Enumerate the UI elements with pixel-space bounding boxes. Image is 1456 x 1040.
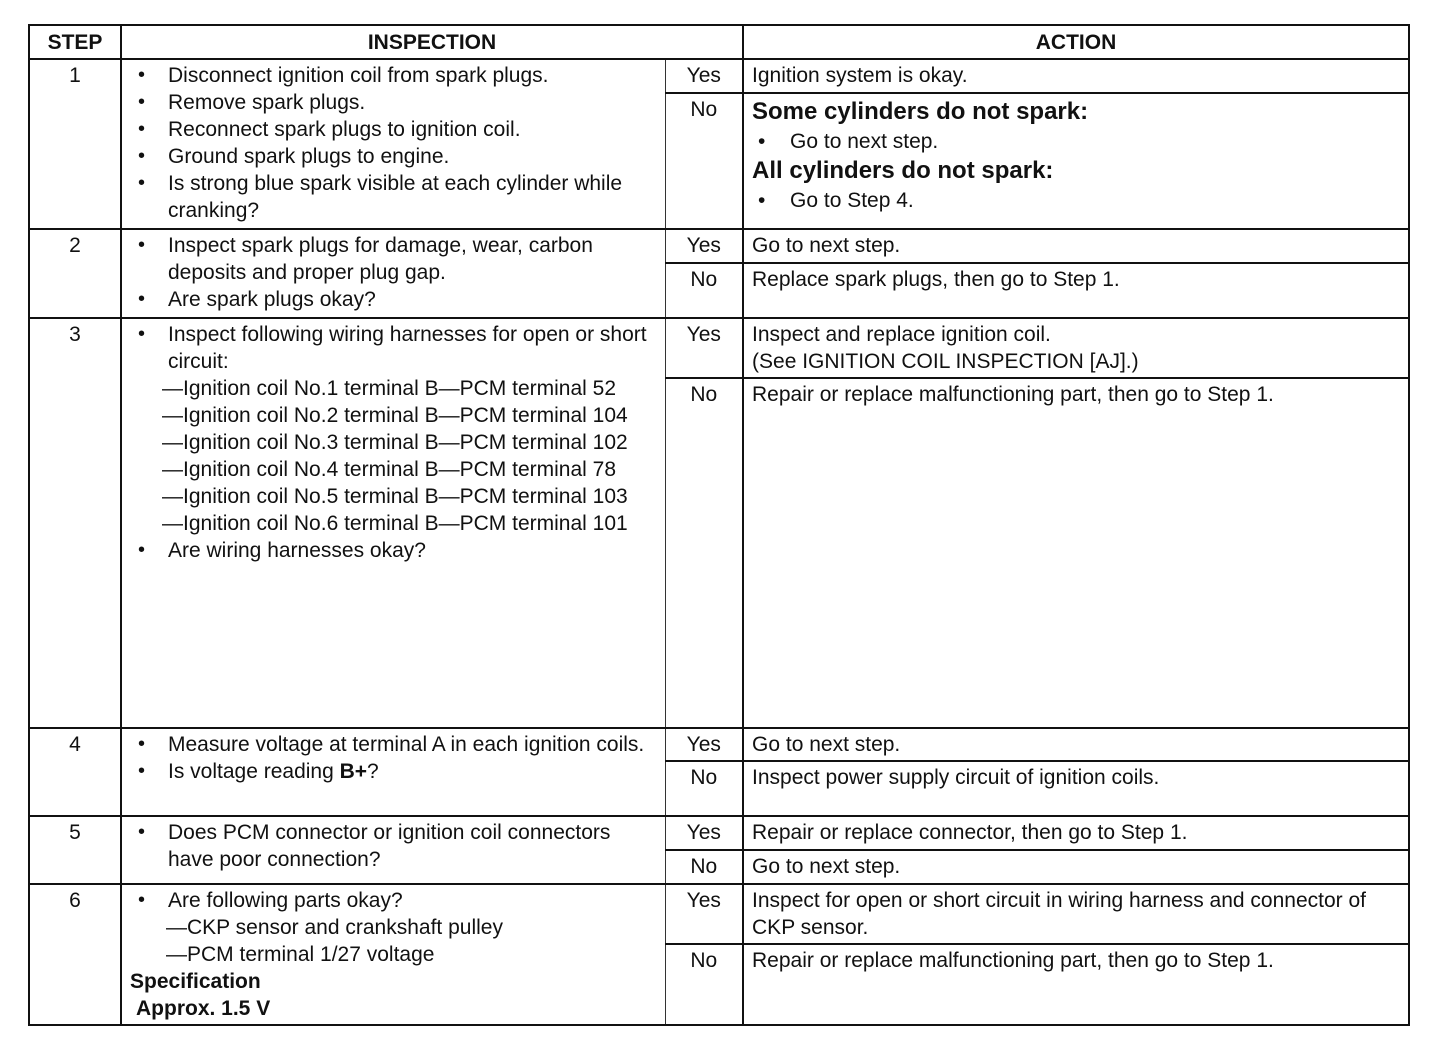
harness-item: — Ignition coil No.5 terminal B—PCM terminal 103 — [134, 483, 657, 510]
action-reference: (See IGNITION COIL INSPECTION [AJ].) — [752, 349, 1139, 373]
header-step: STEP — [29, 25, 121, 59]
yes-action: Go to next step. — [743, 728, 1409, 761]
part-item: — CKP sensor and crankshaft pulley — [130, 914, 657, 941]
step-4-yes-row — [29, 728, 1409, 761]
specification-value: Approx. 1.5 V — [136, 996, 271, 1020]
inspection-item: • Ground spark plugs to engine. — [134, 143, 657, 170]
inspection-intro: Inspect following wiring harnesses for open or short circuit: — [168, 322, 647, 373]
inspection-item: • Are wiring harnesses okay? — [134, 537, 657, 564]
header-inspection: INSPECTION — [121, 25, 743, 59]
header-action: ACTION — [743, 25, 1409, 59]
yes-action: Go to next step. — [743, 229, 1409, 263]
no-action: Repair or replace malfunctioning part, then go to Step 1. — [743, 944, 1409, 1025]
yes-label: Yes — [665, 884, 743, 945]
part-item: — PCM terminal 1/27 voltage — [130, 941, 657, 968]
yes-action: Ignition system is okay. — [743, 59, 1409, 93]
step-1-yes-row — [29, 59, 1409, 93]
inspection-text: ? — [367, 760, 379, 784]
troubleshooting-document — [28, 24, 1408, 1026]
action-item: • Go to next step. — [752, 128, 1400, 155]
specification-label: Specification — [130, 969, 261, 993]
step-4-inspection — [121, 728, 665, 815]
no-label: No — [665, 944, 743, 1025]
yes-label: Yes — [665, 816, 743, 850]
no-label: No — [665, 378, 743, 729]
inspection-item: • Disconnect ignition coil from spark plugs. — [134, 62, 657, 89]
troubleshooting-table — [28, 24, 1410, 1026]
step-number: 3 — [29, 318, 121, 729]
inspection-item: • Inspect spark plugs for damage, wear, carbon deposits and proper plug gap. — [134, 232, 657, 286]
no-label: No — [665, 263, 743, 317]
no-action: Go to next step. — [743, 850, 1409, 884]
step-2-yes-row — [29, 229, 1409, 263]
inspection-item: • Measure voltage at terminal A in each ignition coils. — [134, 731, 657, 758]
yes-action — [743, 318, 1409, 378]
step-number: 6 — [29, 884, 121, 1025]
no-action: Replace spark plugs, then go to Step 1. — [743, 263, 1409, 317]
action-line: Inspect and replace ignition coil. — [752, 322, 1051, 346]
inspection-text: Is voltage reading — [168, 760, 340, 784]
step-3-yes-row — [29, 318, 1409, 378]
step-2-inspection — [121, 229, 665, 317]
harness-item: — Ignition coil No.2 terminal B—PCM terminal 104 — [134, 402, 657, 429]
inspection-item — [134, 321, 657, 375]
step-6-inspection — [121, 884, 665, 1025]
harness-item: — Ignition coil No.3 terminal B—PCM terminal 102 — [134, 429, 657, 456]
step-3-inspection — [121, 318, 665, 729]
inspection-item: • Are spark plugs okay? — [134, 286, 657, 313]
voltage-term: B+ — [339, 760, 368, 784]
step-number: 4 — [29, 728, 121, 815]
inspection-item: • Is strong blue spark visible at each cylinder while cranking? — [134, 170, 657, 224]
step-5-yes-row — [29, 816, 1409, 850]
harness-item: — Ignition coil No.1 terminal B—PCM terminal 52 — [134, 375, 657, 402]
yes-label: Yes — [665, 229, 743, 263]
yes-action: Inspect for open or short circuit in wiring harness and connector of CKP sensor. — [743, 884, 1409, 945]
no-label: No — [665, 761, 743, 815]
inspection-item: • Does PCM connector or ignition coil connectors have poor connection? — [134, 819, 657, 873]
inspection-item — [134, 758, 657, 785]
yes-label: Yes — [665, 728, 743, 761]
inspection-item: • Are following parts okay? — [134, 887, 657, 914]
step-number: 1 — [29, 59, 121, 229]
harness-item: — Ignition coil No.4 terminal B—PCM terminal 78 — [134, 456, 657, 483]
inspection-item: • Remove spark plugs. — [134, 89, 657, 116]
step-number: 5 — [29, 816, 121, 884]
inspection-item: • Reconnect spark plugs to ignition coil. — [134, 116, 657, 143]
no-action: Repair or replace malfunctioning part, then go to Step 1. — [743, 378, 1409, 729]
no-action: Inspect power supply circuit of ignition coils. — [743, 761, 1409, 815]
header-row — [29, 25, 1409, 59]
step-5-inspection — [121, 816, 665, 884]
no-label: No — [665, 93, 743, 229]
step-number: 2 — [29, 229, 121, 317]
action-item: • Go to Step 4. — [752, 187, 1400, 214]
step-1-inspection — [121, 59, 665, 229]
no-action — [743, 93, 1409, 229]
condition-heading: All cylinders do not spark: — [752, 157, 1054, 185]
harness-item: — Ignition coil No.6 terminal B—PCM terminal 101 — [134, 510, 657, 537]
step-6-yes-row — [29, 884, 1409, 945]
yes-label: Yes — [665, 318, 743, 378]
yes-action: Repair or replace connector, then go to Step 1. — [743, 816, 1409, 850]
condition-heading: Some cylinders do not spark: — [752, 98, 1089, 126]
yes-label: Yes — [665, 59, 743, 93]
no-label: No — [665, 850, 743, 884]
